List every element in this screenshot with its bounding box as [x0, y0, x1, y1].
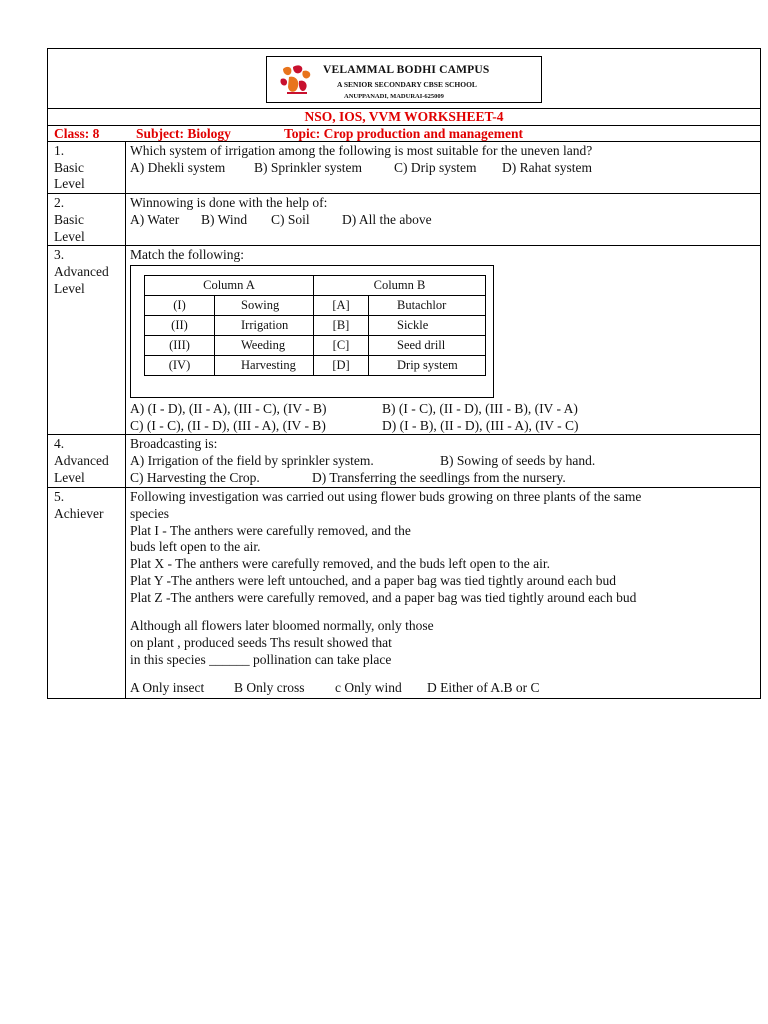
passage-line: species	[130, 506, 169, 522]
column-b-number: [C]	[314, 335, 369, 355]
match-row	[145, 355, 486, 375]
question-text: Winnowing is done with the help of:	[130, 195, 328, 211]
column-a-number: (III)	[145, 335, 215, 355]
question-level	[48, 194, 126, 246]
column-b-item: Seed drill	[369, 335, 486, 355]
option: C) Soil	[271, 211, 310, 227]
option: D Either of A.B or C	[427, 680, 540, 696]
column-a-header: Column A	[145, 275, 314, 295]
question-body	[126, 142, 761, 194]
column-b-item: Sickle	[369, 315, 486, 335]
school-name: VELAMMAL BODHI CAMPUS	[323, 64, 490, 76]
class-label: Class: 8	[54, 126, 100, 141]
passage-line: Plat X - The anthers were carefully removed, and the buds left open to the air.	[130, 556, 550, 572]
match-row	[145, 335, 486, 355]
header-cell	[48, 49, 761, 109]
passage-line: Although all flowers later bloomed normally, only those	[130, 618, 434, 634]
option: D) (I - B), (II - D), (III - A), (IV - C)	[382, 417, 579, 433]
column-a-number: (II)	[145, 315, 215, 335]
question-row	[48, 246, 761, 435]
option: D) Transferring the seedlings from the nursery.	[312, 469, 566, 485]
column-b-number: [A]	[314, 295, 369, 315]
option: B) Wind	[201, 211, 248, 227]
passage-line: buds left open to the air.	[130, 539, 261, 555]
column-a-item: Weeding	[215, 335, 314, 355]
option: C) Drip system	[394, 159, 477, 175]
class-info-row	[48, 126, 761, 142]
option: B) (I - C), (II - D), (III - B), (IV - A)	[382, 400, 578, 416]
level-label: Basic	[54, 211, 84, 227]
question-number: 2.	[54, 195, 65, 211]
column-a-number: (IV)	[145, 355, 215, 375]
column-a-item: Sowing	[215, 295, 314, 315]
option: A) Water	[130, 211, 180, 227]
level-label: Level	[54, 228, 85, 244]
level-label: Achiever	[54, 506, 104, 522]
option-list	[130, 212, 756, 229]
question-number: 3.	[54, 247, 65, 263]
question-body	[126, 194, 761, 246]
match-table	[144, 275, 486, 376]
option-list	[130, 680, 756, 697]
passage-line: Following investigation was carried out using flower buds growing on three plants of the same	[130, 489, 642, 505]
level-label: Level	[54, 469, 85, 485]
school-address: ANUPPANADI, MADURAI-625009	[344, 93, 444, 100]
option-list	[130, 160, 756, 177]
column-b-header: Column B	[314, 275, 486, 295]
question-row	[48, 435, 761, 488]
question-level	[48, 488, 126, 699]
column-b-number: [B]	[314, 315, 369, 335]
question-body	[126, 435, 761, 488]
passage-line: Plat I - The anthers were carefully removed, and the	[130, 522, 411, 538]
option: A Only insect	[130, 680, 205, 696]
match-table-frame	[130, 265, 494, 398]
column-b-item: Butachlor	[369, 295, 486, 315]
question-row	[48, 194, 761, 246]
topic-label: Topic: Crop production and management	[284, 126, 524, 141]
level-label: Level	[54, 280, 85, 296]
option: A) (I - D), (II - A), (III - C), (IV - B)	[130, 400, 327, 416]
level-label: Basic	[54, 159, 84, 175]
passage-line: Plat Z -The anthers were carefully removed, and a paper bag was tied tightly around each bud	[130, 589, 637, 605]
column-a-number: (I)	[145, 295, 215, 315]
option: D) All the above	[342, 211, 432, 227]
passage-line: Plat Y -The anthers were left untouched, and a paper bag was tied tightly around each bud	[130, 572, 616, 588]
worksheet-table	[47, 48, 761, 699]
option: C) (I - C), (II - D), (III - A), (IV - B)	[130, 417, 326, 433]
question-text: Match the following:	[130, 247, 244, 263]
passage-line: in this species ______ pollination can take place	[130, 651, 392, 667]
question-number: 1.	[54, 143, 65, 158]
question-body	[126, 488, 761, 699]
option: C) Harvesting the Crop.	[130, 469, 260, 485]
question-body	[126, 246, 761, 435]
question-row	[48, 488, 761, 699]
option-list	[130, 401, 756, 434]
subject-label: Subject: Biology	[136, 126, 231, 141]
question-level	[48, 142, 126, 194]
column-b-item: Drip system	[369, 355, 486, 375]
question-level	[48, 246, 126, 435]
level-label: Level	[54, 176, 85, 192]
question-row	[48, 142, 761, 194]
column-b-number: [D]	[314, 355, 369, 375]
school-subtitle: A SENIOR SECONDARY CBSE SCHOOL	[337, 80, 477, 89]
worksheet-title: NSO, IOS, VVM WORKSHEET-4	[48, 109, 761, 126]
match-row	[145, 315, 486, 335]
level-label: Advanced	[54, 263, 109, 279]
question-text: Broadcasting is:	[130, 436, 218, 452]
level-label: Advanced	[54, 453, 109, 469]
school-logo-icon	[277, 63, 317, 97]
school-logo-box	[266, 56, 542, 103]
option-list	[130, 453, 756, 486]
option: c Only wind	[335, 680, 402, 696]
option: B) Sowing of seeds by hand.	[440, 453, 596, 469]
question-number: 5.	[54, 489, 65, 505]
column-a-item: Irrigation	[215, 315, 314, 335]
option: A) Irrigation of the field by sprinkler system.	[130, 453, 374, 469]
passage-line: on plant , produced seeds Ths result showed that	[130, 634, 392, 650]
option: B) Sprinkler system	[254, 159, 362, 175]
option: D) Rahat system	[502, 159, 592, 175]
option: B Only cross	[234, 680, 305, 696]
column-a-item: Harvesting	[215, 355, 314, 375]
match-row	[145, 295, 486, 315]
question-text: Which system of irrigation among the following is most suitable for the uneven land?	[130, 143, 593, 158]
question-number: 4.	[54, 436, 65, 452]
option: A) Dhekli system	[130, 159, 226, 175]
question-level	[48, 435, 126, 488]
